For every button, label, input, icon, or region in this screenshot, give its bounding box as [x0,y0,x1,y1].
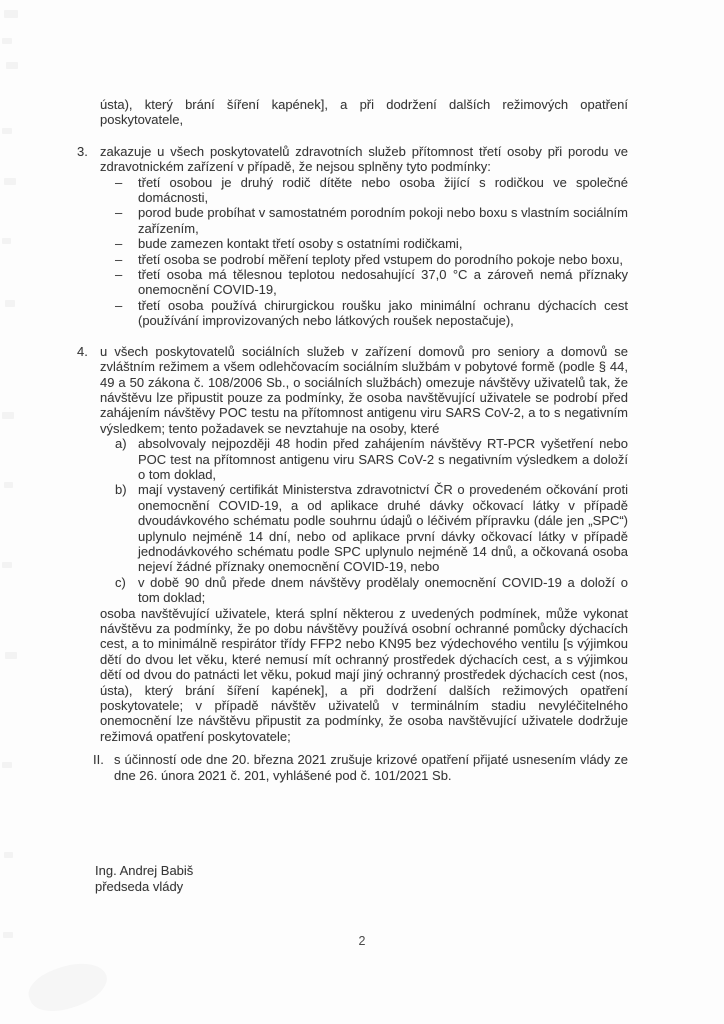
item-roman-2-text: s účinností ode dne 20. března 2021 zrušuje krizové opatření přijaté usnesením vlády ze dne 26. února 2021 č. 201, vyhlášené pod č. 101/2021 Sb. [114,752,628,783]
bullet-text: porod bude probíhat v samostatném porodním pokoji nebo boxu s vlastním sociálním zařízením, [138,205,628,236]
dash-icon: – [115,267,123,283]
scan-artifact [4,852,13,858]
scan-artifact [5,300,15,307]
item-roman-2 [93,752,628,783]
bullet-item [100,175,628,206]
scan-artifact [2,762,12,768]
intro-continuation: ústa), který brání šíření kapének], a při dodržení dalších režimových opatření poskytovatele, [100,97,628,128]
item-4-marker: 4. [77,343,88,359]
dash-icon: – [115,236,123,252]
scan-artifact [2,38,12,44]
bullet-item [100,205,628,236]
signature-name: Ing. Andrej Babiš [95,863,194,878]
dash-icon: – [115,251,123,267]
item-3-bullets [100,175,628,329]
scan-artifact [4,482,13,488]
bullet-item [100,298,628,329]
bullet-item [100,236,628,251]
bullet-text: třetí osoba používá chirurgickou roušku jako minimální ochranu dýchacích cest (používání improvizovaných nebo látkových roušek nepostačuje), [138,297,628,329]
page-number: 2 [358,934,366,948]
dash-icon: – [115,174,123,190]
document-content [77,97,628,894]
subitem-a [100,436,628,482]
item-3-text: zakazuje u všech poskytovatelů zdravotních služeb přítomnost třetí osoby při porodu ve zdravotnickém zařízení v případě, že nejsou splněny tyto podmínky: [100,143,628,175]
bullet-text: třetí osobou je druhý rodič dítěte nebo osoba žijící s rodičkou ve společné domácnosti, [138,174,628,206]
scan-artifact [23,954,113,1021]
scan-artifact [2,128,12,134]
dash-icon: – [115,205,123,221]
bullet-item [100,252,628,267]
scan-artifact [6,62,18,69]
subitem-b [100,482,628,574]
scan-artifact [2,238,11,244]
item-4-subitems [100,436,628,605]
scan-artifact [2,562,12,568]
item-4-closing: osoba navštěvující uživatele, která splní některou z uvedených podmínek, může vykonat návštěvu za podmínky, že po dobu návštěvy používá osobní ochranné pomůcky dýchacích cest, a to minimálně respirátor třídy FFP2 nebo KN95 bez výdechového ventilu [s výjimkou dětí do dvou let věku, které nemusí mít ochranný prostředek dýchacích cest, a s výjimkou dětí od dvou do patnácti let věku, pokud mají jiný ochranný prostředek dýchacích cest (nos, ústa), který brání šíření kapének], a při dodržení dalších režimových opatření poskytovatele; v případě návštěv uživatelů v terminálním stadiu nevyléčitelného onemocnění lze návštěvu připustit za podmínky, že osoba navštěvující uživatele dodržuje režimová opatření poskytovatele; [100,605,628,744]
subitem-b-text: mají vystavený certifikát Ministerstva zdravotnictví ČR o provedeném očkování proti onemocnění COVID-19, a od aplikace druhé dávky očkovací látky v případě dvoudávkového schématu podle souhrnu údajů o léčivém přípravku (dále jen „SPC“) uplynulo nejméně 14 dní, nebo od aplikace první dávky očkovací látky v případě jednodávkového schématu podle SPC uplynulo nejméně 14 dnů, a očkovaná osoba nejeví žádné příznaky onemocnění COVID-19, nebo [138,482,628,575]
bullet-text: bude zamezen kontakt třetí osoby s ostatními rodičkami, [138,236,463,252]
item-4-text: u všech poskytovatelů sociálních služeb v zařízení domovů pro seniory a domovů se zvláštním režimem a všem odlehčovacím sociálním službám v pobytové formě (podle § 44, 49 a 50 zákona č. 108/2006 Sb., o sociálních službách) omezuje návštěvy uživatelů tak, že návštěvu lze připustit pouze za podmínky, že osoba navštěvující uživatele se podrobí před zahájením návštěvy POC testu na přítomnost antigenu viru SARS CoV-2, a to s negativním výsledkem; tento požadavek se nevztahuje na osoby, které [100,343,628,436]
subitem-b-marker: b) [115,482,127,498]
scan-artifact [5,652,17,659]
dash-icon: – [115,297,123,313]
subitem-a-marker: a) [115,436,127,452]
bullet-text: třetí osoba se podrobí měření teploty před vstupem do porodního pokoje nebo boxu, [138,251,623,267]
subitem-a-text: absolvovaly nejpozději 48 hodin před zahájením návštěvy RT-PCR vyšetření nebo POC test na přítomnost antigenu viru SARS CoV-2 s negativním výsledkem a doloží o tom doklad, [138,436,628,482]
item-roman-2-marker: II. [93,752,104,768]
subitem-c-text: v době 90 dnů přede dnem návštěvy prodělaly onemocnění COVID-19 a doloží o tom doklad; [138,574,628,606]
scan-artifact [4,178,16,185]
signature-title: předseda vlády [95,879,184,894]
scan-artifact [2,412,14,419]
item-3-marker: 3. [77,143,88,159]
subitem-c-marker: c) [115,574,126,590]
item-3 [77,143,628,329]
scan-artifact [4,10,18,18]
signature-block [95,863,193,895]
item-4 [77,343,628,745]
subitem-c [100,575,628,606]
bullet-text: třetí osoba má tělesnou teplotou nedosahující 37,0 °C a zároveň nemá příznaky onemocnění COVID-19, [138,267,628,298]
bullet-item [100,267,628,298]
